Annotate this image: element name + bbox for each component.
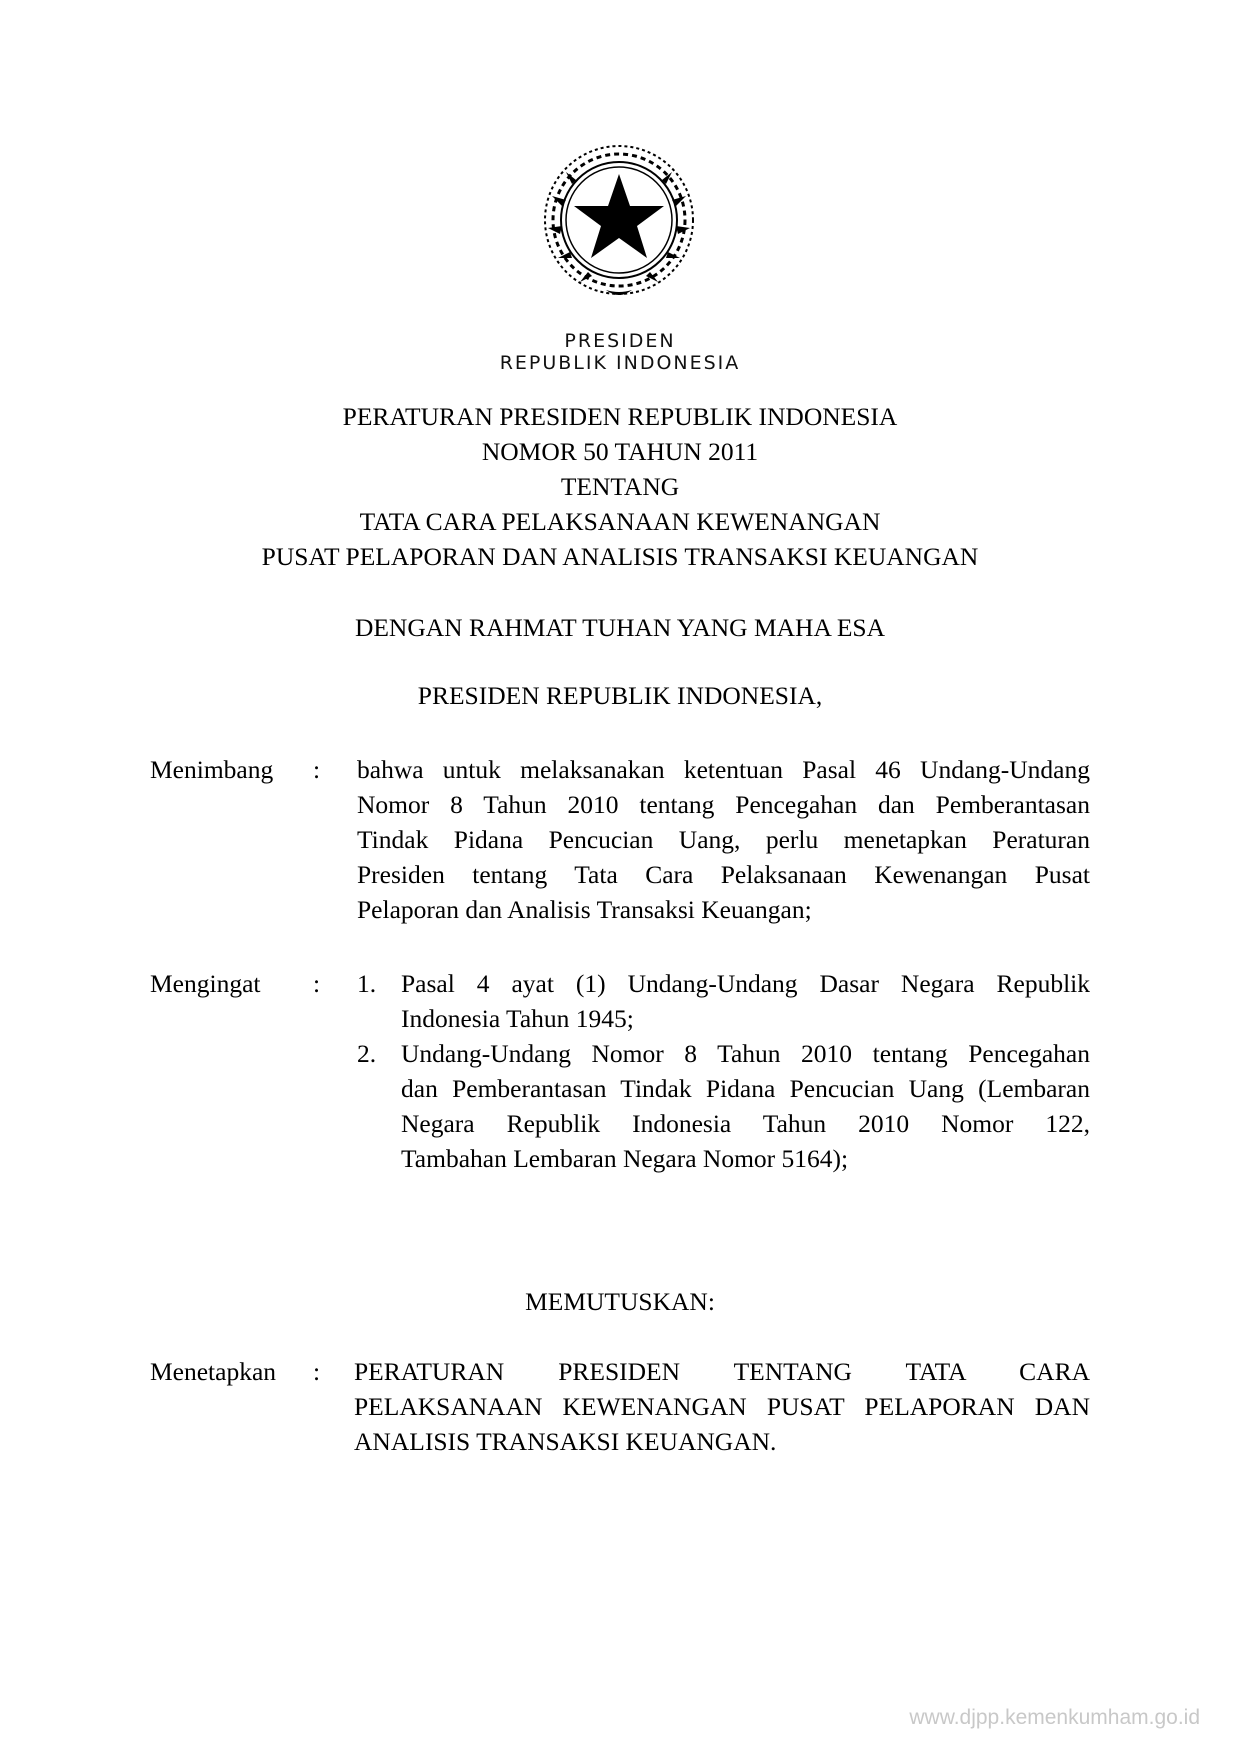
menimbang-line: Presiden tentang Tata Cara Pelaksanaan Kewenangan Pusat [357, 860, 1090, 889]
mengingat-item-number: 1. [357, 969, 377, 998]
menimbang-line: bahwa untuk melaksanakan ketentuan Pasal 46 Undang-Undang [357, 755, 1090, 784]
menetapkan-line: PERATURAN PRESIDEN TENTANG TATA CARA [354, 1357, 1090, 1386]
title-line2: NOMOR 50 TAHUN 2011 [481, 437, 759, 466]
menetapkan-line: ANALISIS TRANSAKSI KEUANGAN. [354, 1427, 777, 1456]
menetapkan-line: PELAKSANAAN KEWENANGAN PUSAT PELAPORAN DAN [354, 1392, 1090, 1421]
menimbang-line: Pelaporan dan Analisis Transaksi Keuangan; [357, 895, 812, 924]
mengingat-line: Tambahan Lembaran Negara Nomor 5164); [401, 1144, 849, 1173]
mengingat-item-2 [401, 1036, 1090, 1176]
menimbang-line: Nomor 8 Tahun 2010 tentang Pencegahan dan Pemberantasan [357, 790, 1090, 819]
menimbang-colon: : [313, 755, 321, 784]
mengingat-colon: : [313, 969, 321, 998]
title-line4: TATA CARA PELAKSANAAN KEWENANGAN [359, 507, 881, 536]
presidential-emblem-icon [536, 140, 702, 306]
footer-watermark-url: www.djpp.kemenkumham.go.id [909, 1706, 1200, 1729]
mengingat-item-1 [401, 966, 1090, 1036]
menetapkan-label: Menetapkan [150, 1357, 277, 1386]
title-line5: PUSAT PELAPORAN DAN ANALISIS TRANSAKSI KEUANGAN [261, 542, 979, 571]
menetapkan-text [354, 1354, 1090, 1459]
menimbang-label: Menimbang [150, 755, 274, 784]
mengingat-line: Indonesia Tahun 1945; [401, 1004, 634, 1033]
letterhead-line2: REPUBLIK INDONESIA [499, 352, 741, 374]
mengingat-line: Negara Republik Indonesia Tahun 2010 Nomor 122, [401, 1109, 1090, 1138]
title-line3: TENTANG [560, 472, 680, 501]
mengingat-line: Pasal 4 ayat (1) Undang-Undang Dasar Negara Republik [401, 969, 1090, 998]
mengingat-line: Undang-Undang Nomor 8 Tahun 2010 tentang Pencegahan [401, 1039, 1090, 1068]
mengingat-item-number: 2. [357, 1039, 377, 1068]
menimbang-line: Tindak Pidana Pencucian Uang, perlu menetapkan Peraturan [357, 825, 1090, 854]
menimbang-text [357, 752, 1090, 927]
letterhead-line1: PRESIDEN [564, 330, 676, 352]
title-line1: PERATURAN PRESIDEN REPUBLIK INDONESIA [342, 402, 898, 431]
invocation: DENGAN RAHMAT TUHAN YANG MAHA ESA [354, 613, 886, 642]
menetapkan-colon: : [313, 1357, 321, 1386]
mengingat-line: dan Pemberantasan Tindak Pidana Pencucian Uang (Lembaran [401, 1074, 1090, 1103]
mengingat-label: Mengingat [150, 969, 261, 998]
president-line: PRESIDEN REPUBLIK INDONESIA, [417, 681, 823, 710]
memutuskan-heading: MEMUTUSKAN: [525, 1287, 715, 1316]
